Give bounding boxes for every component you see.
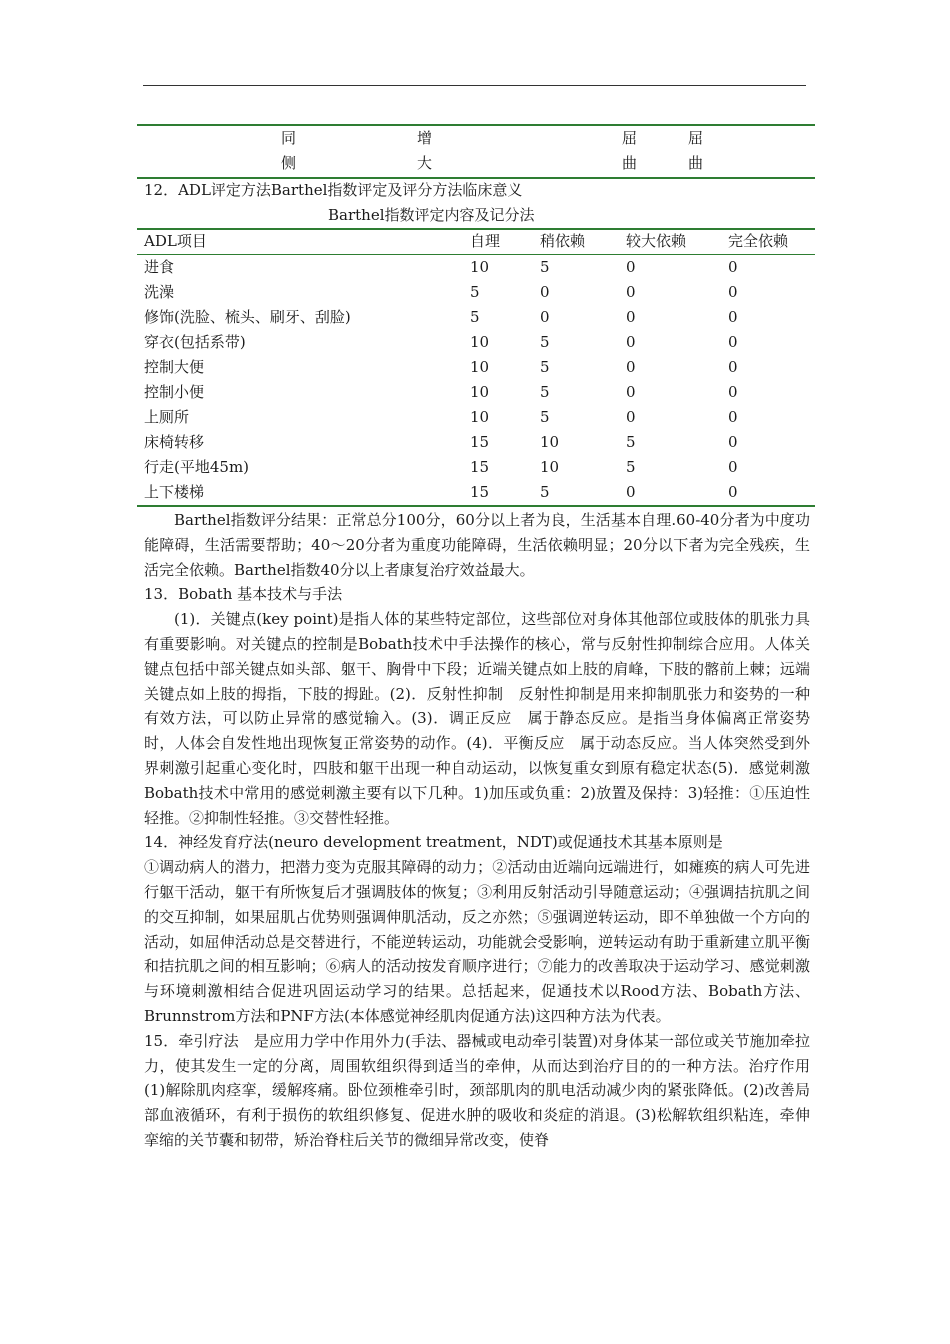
prev-table-cell: 增 [417,129,433,147]
prev-table-cell: 同 [281,129,297,147]
page-header-rule [143,85,806,86]
prev-table-bottom-rule [137,177,815,179]
table-row [144,405,810,430]
table-cell: 修饰(洗脸、梳头、刷牙、刮脸) [144,308,351,326]
table-cell: 5 [540,258,550,276]
table-cell: 0 [728,383,738,401]
table-row [144,355,810,380]
section-13-paragraph: (1)．关键点(key point)是指人体的某些特定部位，这些部位对身体其他部位或肢体的肌张力具有重要影响。对关键点的控制是Bobath技术中手法操作的核心，常与反射性抑制综合应用。人体关键点包括中部关键点如头部、躯干、胸骨中下段；近端关键点如上肢的肩峰，下肢的髂前上棘；远端关键点如上肢的拇指，下肢的拇趾。(2)．反射性抑制 反射性抑制是用来抑制肌张力和姿势的一种有效方法，可以防止异常的感觉输入。(3)．调正反应 属于静态反应。是指当身体偏离正常姿势时，人体会自发性地出现恢复正常姿势的动作。(4)．平衡反应 属于动态反应。当人体突然受到外界刺激引起重心变化时，四肢和躯干出现一种自动运动，以恢复重女到原有稳定状态(5)．感觉刺激 Bobath技术中常用的感觉刺激主要有以下几种。1)加压或负重：2)放置及保持：3)轻推：①压迫性轻推。②抑制性轻推。③交替性轻推。 [144,610,826,827]
body-text [144,508,826,1153]
prev-table-cell: 侧 [281,154,297,172]
table-cell: 10 [470,333,490,351]
table-row [144,305,810,330]
header-cell: 稍依赖 [540,232,586,250]
table-cell: 0 [728,333,738,351]
header-cell: 完全依赖 [728,232,789,250]
section-14-heading: 14．神经发育疗法(neuro development treatment，NDT)或促通技术其基本原则是 [144,833,723,852]
prev-table-cell: 大 [417,154,433,172]
barthel-table-bottom-rule [137,505,815,507]
prev-table-cell: 曲 [688,154,704,172]
prev-table-top-rule [137,124,815,126]
table-cell: 上厕所 [144,408,190,426]
barthel-table-title: Barthel指数评定内容及记分法 [328,206,535,224]
table-cell: 5 [470,283,480,301]
table-cell: 5 [540,333,550,351]
table-cell: 行走(平地45m) [144,458,250,476]
table-cell: 控制小便 [144,383,205,401]
table-cell: 15 [470,483,490,501]
table-row [144,430,810,455]
table-cell: 0 [626,258,636,276]
prev-table-cell: 屈 [688,129,704,147]
table-cell: 15 [470,433,490,451]
table-cell: 上下楼梯 [144,483,205,501]
table-cell: 进食 [144,258,175,276]
table-cell: 0 [728,458,738,476]
table-cell: 0 [728,433,738,451]
table-cell: 10 [470,383,490,401]
table-cell: 0 [728,408,738,426]
header-cell: 自理 [470,232,501,250]
prev-table-cell: 曲 [622,154,638,172]
table-cell: 0 [728,358,738,376]
table-cell: 5 [626,433,636,451]
table-cell: 10 [470,408,490,426]
table-cell: 0 [728,308,738,326]
table-cell: 床椅转移 [144,433,205,451]
section-14-paragraph: ①调动病人的潜力，把潜力变为克服其障碍的动力；②活动由近端向远端进行，如瘫痪的病人可先进行躯干活动，躯干有所恢复后才强调肢体的恢复；③利用反射活动引导随意运动；④强调拮抗肌之间的交互抑制，如果屈肌占优势则强调伸肌活动，反之亦然；⑤强调逆转运动，即不单独做一个方向的活动，如屈伸活动总是交替进行，不能逆转运动，功能就会受影响，逆转运动有助于重新建立肌平衡和拮抗肌之间的相互影响；⑥病人的活动按发育顺序进行；⑦能力的改善取决于运动学习、感觉刺激与环境刺激相结合促进巩固运动学习的结果。总括起来，促通技术以Rood方法、Bobath方法、Brunnstrom方法和PNF方法(本体感觉神经肌肉促通方法)这四种方法为代表。 [144,858,810,1025]
table-cell: 10 [540,433,560,451]
table-cell: 10 [470,258,490,276]
table-row [144,255,810,280]
table-row [144,330,810,355]
table-cell: 0 [540,283,550,301]
section-13-heading: 13．Bobath 基本技术与手法 [144,585,343,604]
table-cell: 洗澡 [144,283,175,301]
table-cell: 10 [470,358,490,376]
table-row [144,455,810,480]
header-cell: ADL项目 [144,232,207,250]
table-cell: 0 [626,483,636,501]
section-15-paragraph: 15．牵引疗法 是应用力学中作用外力(手法、器械或电动牵引装置)对身体某一部位或关节施加牵拉力，使其发生一定的分离，周围软组织得到适当的牵伸，从而达到治疗目的的一种方法。治疗作用 (1)解除肌肉痉挛，缓解疼痛。卧位颈椎牵引时，颈部肌肉的肌电活动减少肉的紧张降低。(2)改善局部血液循环，有利于损伤的软组织修复、促进水肿的吸收和炎症的消退。(3)松解软组织粘连，牵伸挛缩的关节囊和韧带，矫治脊柱后关节的微细异常改变，使脊 [144,1031,810,1149]
table-cell: 0 [626,283,636,301]
table-row [144,480,810,505]
table-cell: 0 [626,308,636,326]
table-cell: 控制大便 [144,358,205,376]
section-12-heading: 12．ADL评定方法Barthel指数评定及评分方法临床意义 [144,181,523,199]
prev-table-cell: 屈 [622,129,638,147]
table-cell: 5 [540,383,550,401]
table-row [144,280,810,305]
table-cell: 0 [626,333,636,351]
table-cell: 0 [728,258,738,276]
barthel-table-header [144,229,810,254]
table-cell: 0 [728,483,738,501]
header-cell: 较大依赖 [626,232,687,250]
table-cell: 5 [470,308,480,326]
barthel-result-paragraph: Barthel指数评分结果：正常总分100分，60分以上者为良，生活基本自理.60-40分者为中度功能障碍，生活需要帮助；40～20分者为重度功能障碍，生活依赖明显；20分以下者为完全残疾，生活完全依赖。Barthel指数40分以上者康复治疗效益最大。 [144,511,810,579]
table-cell: 0 [540,308,550,326]
table-cell: 0 [626,358,636,376]
table-cell: 0 [626,408,636,426]
table-cell: 5 [540,483,550,501]
table-cell: 0 [728,283,738,301]
table-cell: 5 [626,458,636,476]
table-cell: 穿衣(包括系带) [144,333,246,351]
table-row [144,380,810,405]
table-cell: 0 [626,383,636,401]
table-cell: 15 [470,458,490,476]
table-cell: 10 [540,458,560,476]
table-cell: 5 [540,408,550,426]
table-cell: 5 [540,358,550,376]
